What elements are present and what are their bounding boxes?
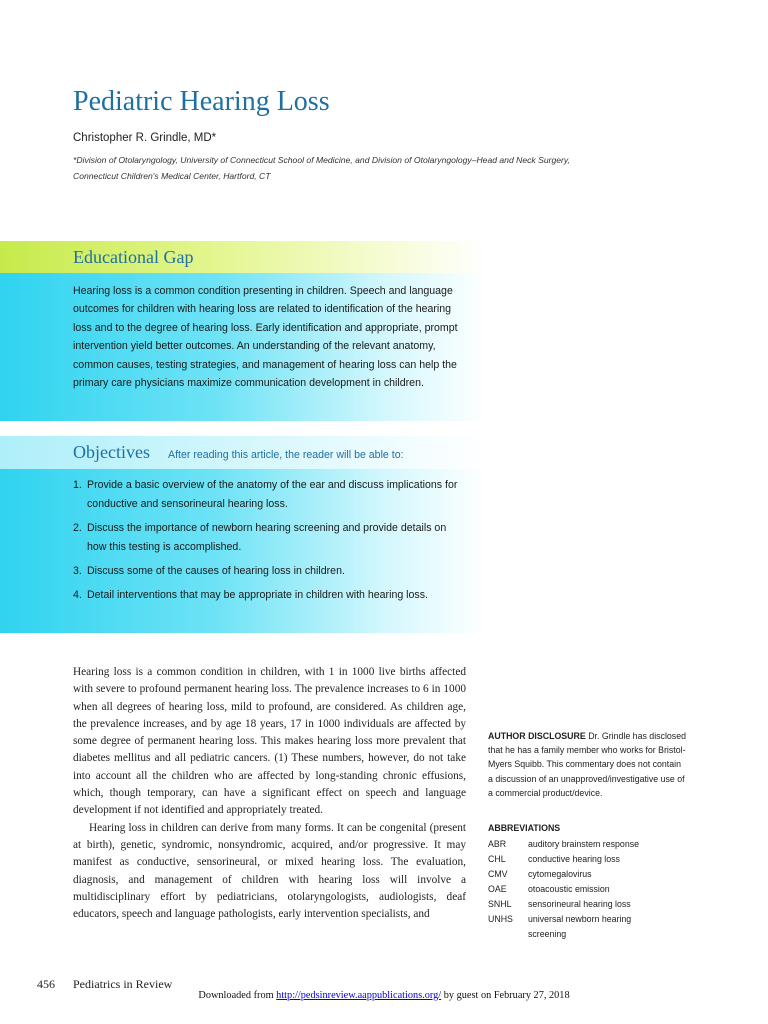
objectives-header bbox=[0, 436, 488, 469]
abbreviation-definition: cytomegalovirus bbox=[528, 869, 592, 879]
abbreviation-term: CHL bbox=[488, 854, 506, 864]
abbreviation-row bbox=[488, 897, 688, 912]
objective-number: 3. bbox=[73, 565, 82, 577]
abbreviation-term: ABR bbox=[488, 839, 507, 849]
objective-item bbox=[73, 562, 468, 581]
educational-gap-text: Hearing loss is a common condition presenting in children. Speech and language outcomes for children with hearing loss are related to identification of the hearing loss and to the degree of hearing loss. Early identification and appropriate, prompt intervention yield better outcomes. An understanding of the relevant anatomy, common causes, testing strategies, and management of hearing loss can help the primary care physicians maximize communication development in children. bbox=[73, 285, 458, 390]
body-paragraph: Hearing loss in children can derive from many forms. It can be congenital (present at birth), genetic, syndromic, nonsyndromic, acquired, and/or progressive. It may manifest as conductive, sensorineural, or mixed hearing loss. The evaluation, diagnosis, and management of children with hearing loss will involve a multidisciplinary effort by pediatricians, otolaryngologists, audiologists, deaf educators, speech and language pathologists, early intervention specialists, and bbox=[73, 821, 466, 921]
educational-gap-box bbox=[0, 241, 488, 421]
abbreviation-definition: auditory brainstem response bbox=[528, 839, 639, 849]
abbreviations-panel bbox=[488, 821, 688, 942]
abbreviation-term: CMV bbox=[488, 869, 508, 879]
author-affiliation: *Division of Otolaryngology, University of Connecticut School of Medicine, and Division of Otolaryngology–Head and Neck Surgery, Connecticut Children's Medical Center, Hartford, CT bbox=[73, 155, 570, 181]
educational-gap-header bbox=[0, 241, 488, 273]
article-title: Pediatric Hearing Loss bbox=[73, 86, 330, 117]
objectives-box bbox=[0, 436, 488, 633]
abbreviation-term: UNHS bbox=[488, 914, 513, 924]
abbreviation-row bbox=[488, 882, 688, 897]
disclosure-label: AUTHOR DISCLOSURE bbox=[488, 731, 586, 741]
objective-text: Discuss the importance of newborn hearing screening and provide details on how this testing is accomplished. bbox=[87, 522, 447, 553]
objective-item bbox=[73, 519, 468, 557]
page-number: 456 bbox=[37, 977, 55, 991]
objective-number: 2. bbox=[73, 522, 82, 534]
abbreviation-term: SNHL bbox=[488, 899, 512, 909]
abbreviation-row bbox=[488, 837, 688, 852]
download-prefix: Downloaded from bbox=[198, 990, 277, 1001]
objective-text: Detail interventions that may be appropriate in children with hearing loss. bbox=[87, 589, 428, 601]
abbreviation-row bbox=[488, 912, 688, 942]
download-notice bbox=[0, 990, 768, 1001]
disclosure-text: Dr. Grindle has disclosed that he has a family member who works for Bristol-Myers Squibb. This commentary does not contain a discussion of an unapproved/investigative use of a commercial product/device. bbox=[488, 731, 686, 798]
objective-number: 4. bbox=[73, 589, 82, 601]
abbreviation-row bbox=[488, 867, 688, 882]
objective-text: Provide a basic overview of the anatomy of the ear and discuss implications for conductive and sensorineural hearing loss. bbox=[87, 479, 458, 510]
objective-item bbox=[73, 476, 468, 514]
objective-number: 1. bbox=[73, 479, 82, 491]
author-name: Christopher R. Grindle, MD* bbox=[73, 132, 217, 144]
abbreviation-definition: universal newborn hearing screening bbox=[528, 914, 632, 939]
body-paragraph: Hearing loss is a common condition in children, with 1 in 1000 live births affected with severe to profound permanent hearing loss. The prevalence increases to 6 in 1000 when all degrees of hearing loss, mild to profound, are considered. As children age, the prevalence increases, and by age 18 years, 17 in 1000 individuals are affected by some degree of permanent hearing loss. This makes hearing loss more prevalent that diabetes mellitus and all pediatric cancers. (1) These numbers, however, do not take into account all the children who are affected by long-standing chronic effusions, which, though temporary, can have a significant effect on speech and language development if not identified and appropriately treated. bbox=[73, 666, 466, 817]
body-text bbox=[73, 664, 466, 923]
abbreviation-row bbox=[488, 852, 688, 867]
author-disclosure bbox=[488, 729, 688, 800]
objectives-heading: Objectives bbox=[73, 442, 150, 462]
objective-text: Discuss some of the causes of hearing loss in children. bbox=[87, 565, 345, 577]
abbreviation-definition: conductive hearing loss bbox=[528, 854, 620, 864]
abbreviations-heading: ABBREVIATIONS bbox=[488, 823, 561, 833]
objective-item bbox=[73, 586, 468, 605]
abbreviation-term: OAE bbox=[488, 884, 507, 894]
journal-name: Pediatrics in Review bbox=[73, 977, 173, 991]
abbreviation-definition: otoacoustic emission bbox=[528, 884, 610, 894]
objectives-intro: After reading this article, the reader will be able to: bbox=[168, 449, 404, 461]
objectives-list bbox=[73, 476, 468, 610]
abbreviation-definition: sensorineural hearing loss bbox=[528, 899, 631, 909]
educational-gap-heading: Educational Gap bbox=[73, 247, 194, 267]
download-suffix: by guest on February 27, 2018 bbox=[441, 990, 570, 1001]
download-link[interactable]: http://pedsinreview.aappublications.org/ bbox=[276, 990, 442, 1001]
